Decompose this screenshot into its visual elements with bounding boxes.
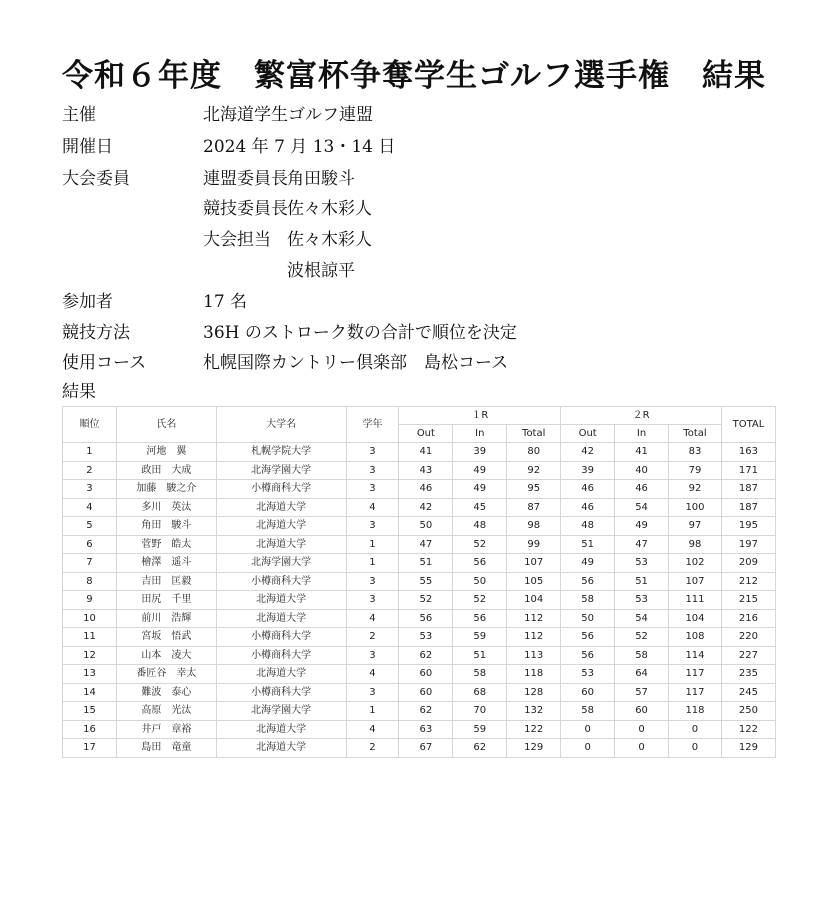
r2-in-cell: 0 — [615, 720, 669, 739]
results-body — [63, 443, 776, 758]
r2-in-cell: 64 — [615, 665, 669, 684]
table-row — [63, 498, 776, 517]
r1-out-cell: 55 — [399, 572, 453, 591]
grand-total-cell: 122 — [721, 720, 775, 739]
date-label: 開催日 — [62, 137, 113, 157]
rank-cell: 15 — [63, 702, 117, 721]
table-row — [63, 609, 776, 628]
r2-out-cell: 49 — [561, 554, 615, 573]
r1-total-cell: 112 — [507, 609, 561, 628]
r2-in-cell: 49 — [615, 517, 669, 536]
r2-out-cell: 56 — [561, 628, 615, 647]
r1-in-cell: 70 — [453, 702, 507, 721]
page-title: 令和６年度 繁富杯争奪学生ゴルフ選手権 結果 — [62, 58, 766, 94]
grade-cell: 4 — [346, 609, 399, 628]
name-cell: 宮坂 悟武 — [116, 628, 216, 647]
r1-total-cell: 122 — [507, 720, 561, 739]
name-cell: 番匠谷 幸太 — [116, 665, 216, 684]
course-value: 札幌国際カントリー倶楽部 島松コース — [203, 353, 509, 373]
method-label: 競技方法 — [62, 323, 130, 343]
r2-total-cell: 117 — [669, 665, 722, 684]
committee-name: 佐々木彩人 — [287, 199, 372, 219]
r1-in-cell: 56 — [453, 554, 507, 573]
table-row — [63, 628, 776, 647]
rank-cell: 4 — [63, 498, 117, 517]
r2-out-cell: 48 — [561, 517, 615, 536]
name-cell: 加藤 駿之介 — [116, 480, 216, 499]
committee-role: 競技委員長 — [203, 199, 288, 219]
r2-in-cell: 53 — [615, 554, 669, 573]
r1-out-cell: 60 — [399, 665, 453, 684]
r2-out-cell: 53 — [561, 665, 615, 684]
university-cell: 小樽商科大学 — [216, 646, 346, 665]
r2-in-cell: 47 — [615, 535, 669, 554]
rank-cell: 7 — [63, 554, 117, 573]
grand-total-cell: 187 — [721, 480, 775, 499]
name-cell: 高原 光汰 — [116, 702, 216, 721]
r2-total-cell: 114 — [669, 646, 722, 665]
r1-in-cell: 49 — [453, 480, 507, 499]
table-row — [63, 480, 776, 499]
grand-total-cell: 197 — [721, 535, 775, 554]
participants-value: 17 名 — [203, 292, 248, 312]
name-cell: 吉田 匡毅 — [116, 572, 216, 591]
r2-out-cell: 0 — [561, 720, 615, 739]
r2-total-cell: 104 — [669, 609, 722, 628]
grade-header: 学年 — [346, 407, 399, 443]
university-cell: 北海道大学 — [216, 609, 346, 628]
rank-header: 順位 — [63, 407, 117, 443]
organizer-value: 北海道学生ゴルフ連盟 — [203, 105, 373, 125]
name-cell: 難波 泰心 — [116, 683, 216, 702]
r1-out-cell: 42 — [399, 498, 453, 517]
grand-total-cell: 216 — [721, 609, 775, 628]
university-cell: 北海道大学 — [216, 665, 346, 684]
university-cell: 小樽商科大学 — [216, 572, 346, 591]
grade-cell: 3 — [346, 443, 399, 462]
r2-in-cell: 41 — [615, 443, 669, 462]
r2-in-cell: 54 — [615, 498, 669, 517]
r2-total-cell: 92 — [669, 480, 722, 499]
table-row — [63, 461, 776, 480]
r1-total-cell: 107 — [507, 554, 561, 573]
grade-cell: 3 — [346, 646, 399, 665]
r2-total-cell: 97 — [669, 517, 722, 536]
results-table — [62, 406, 776, 758]
r2-out-cell: 56 — [561, 646, 615, 665]
table-row — [63, 517, 776, 536]
r1-out-cell: 52 — [399, 591, 453, 610]
r2-total-cell: 83 — [669, 443, 722, 462]
r1-in-cell: 58 — [453, 665, 507, 684]
r1-total-cell: 87 — [507, 498, 561, 517]
rank-cell: 16 — [63, 720, 117, 739]
name-cell: 田尻 千里 — [116, 591, 216, 610]
university-cell: 北海道大学 — [216, 498, 346, 517]
university-cell: 札幌学院大学 — [216, 443, 346, 462]
r1-in-cell: 59 — [453, 628, 507, 647]
r1-out-cell: 51 — [399, 554, 453, 573]
r1-total-cell: 113 — [507, 646, 561, 665]
grand-total-cell: 220 — [721, 628, 775, 647]
r1-in-cell: 52 — [453, 591, 507, 610]
r2-total-cell: 0 — [669, 720, 722, 739]
r1-out-cell: 56 — [399, 609, 453, 628]
r2-out-header: Out — [561, 425, 615, 443]
r2-total-cell: 118 — [669, 702, 722, 721]
r2-total-cell: 0 — [669, 739, 722, 758]
grade-cell: 3 — [346, 480, 399, 499]
r1-total-cell: 128 — [507, 683, 561, 702]
r1-out-cell: 63 — [399, 720, 453, 739]
r2-in-header: In — [615, 425, 669, 443]
r1-out-cell: 50 — [399, 517, 453, 536]
committee-role: 連盟委員長 — [203, 169, 288, 189]
rank-cell: 9 — [63, 591, 117, 610]
r1-total-header: Total — [507, 425, 561, 443]
name-cell: 島田 竜童 — [116, 739, 216, 758]
committee-name: 波根諒平 — [287, 261, 355, 281]
grade-cell: 4 — [346, 720, 399, 739]
grade-cell: 3 — [346, 517, 399, 536]
university-cell: 北海道大学 — [216, 535, 346, 554]
r1-in-cell: 45 — [453, 498, 507, 517]
r2-in-cell: 52 — [615, 628, 669, 647]
grand-total-header: TOTAL — [721, 407, 775, 443]
table-row — [63, 683, 776, 702]
r2-in-cell: 46 — [615, 480, 669, 499]
name-cell: 檜澤 遥斗 — [116, 554, 216, 573]
university-cell: 北海道大学 — [216, 720, 346, 739]
rank-cell: 1 — [63, 443, 117, 462]
r1-in-cell: 49 — [453, 461, 507, 480]
table-row — [63, 702, 776, 721]
r2-out-cell: 58 — [561, 702, 615, 721]
grade-cell: 4 — [346, 498, 399, 517]
r2-in-cell: 53 — [615, 591, 669, 610]
r1-out-cell: 43 — [399, 461, 453, 480]
r2-out-cell: 46 — [561, 480, 615, 499]
method-value: 36H のストローク数の合計で順位を決定 — [203, 323, 517, 343]
name-cell: 多川 英汰 — [116, 498, 216, 517]
grand-total-cell: 163 — [721, 443, 775, 462]
grand-total-cell: 171 — [721, 461, 775, 480]
r1-total-cell: 80 — [507, 443, 561, 462]
rank-cell: 6 — [63, 535, 117, 554]
r2-out-cell: 56 — [561, 572, 615, 591]
results-label: 結果 — [62, 382, 96, 402]
grand-total-cell: 187 — [721, 498, 775, 517]
r1-total-cell: 104 — [507, 591, 561, 610]
name-cell: 角田 駿斗 — [116, 517, 216, 536]
name-cell: 河地 翼 — [116, 443, 216, 462]
r1-out-cell: 53 — [399, 628, 453, 647]
committee-role: 大会担当 — [203, 230, 271, 250]
rank-cell: 14 — [63, 683, 117, 702]
university-cell: 小樽商科大学 — [216, 628, 346, 647]
table-row — [63, 443, 776, 462]
r1-out-cell: 67 — [399, 739, 453, 758]
university-cell: 北海学園大学 — [216, 554, 346, 573]
r2-out-cell: 50 — [561, 609, 615, 628]
r2-out-cell: 51 — [561, 535, 615, 554]
university-cell: 小樽商科大学 — [216, 480, 346, 499]
r2-total-cell: 79 — [669, 461, 722, 480]
name-header: 氏名 — [116, 407, 216, 443]
rank-cell: 5 — [63, 517, 117, 536]
r1-in-cell: 62 — [453, 739, 507, 758]
university-cell: 北海道大学 — [216, 591, 346, 610]
r1-in-cell: 52 — [453, 535, 507, 554]
table-row — [63, 591, 776, 610]
r1-in-cell: 48 — [453, 517, 507, 536]
r2-out-cell: 58 — [561, 591, 615, 610]
r2-out-cell: 60 — [561, 683, 615, 702]
university-header: 大学名 — [216, 407, 346, 443]
university-cell: 北海学園大学 — [216, 461, 346, 480]
r1-in-cell: 56 — [453, 609, 507, 628]
r1-total-cell: 105 — [507, 572, 561, 591]
r2-in-cell: 57 — [615, 683, 669, 702]
course-label: 使用コース — [62, 353, 147, 373]
rank-cell: 3 — [63, 480, 117, 499]
table-header-row — [63, 407, 776, 425]
grand-total-cell: 129 — [721, 739, 775, 758]
name-cell: 井戸 章裕 — [116, 720, 216, 739]
organizer-label: 主催 — [62, 105, 96, 125]
r2-total-cell: 102 — [669, 554, 722, 573]
r2-total-cell: 108 — [669, 628, 722, 647]
r2-out-cell: 46 — [561, 498, 615, 517]
table-row — [63, 665, 776, 684]
r2-total-header: Total — [669, 425, 722, 443]
name-cell: 山本 凌大 — [116, 646, 216, 665]
name-cell: 前川 浩輝 — [116, 609, 216, 628]
rank-cell: 10 — [63, 609, 117, 628]
r2-out-cell: 0 — [561, 739, 615, 758]
grade-cell: 4 — [346, 665, 399, 684]
r1-total-cell: 129 — [507, 739, 561, 758]
r1-in-cell: 39 — [453, 443, 507, 462]
r1-in-header: In — [453, 425, 507, 443]
r1-total-cell: 98 — [507, 517, 561, 536]
r2-total-cell: 107 — [669, 572, 722, 591]
university-cell: 北海道大学 — [216, 739, 346, 758]
r1-total-cell: 112 — [507, 628, 561, 647]
grade-cell: 3 — [346, 461, 399, 480]
r1-out-cell: 62 — [399, 702, 453, 721]
university-cell: 小樽商科大学 — [216, 683, 346, 702]
rank-cell: 13 — [63, 665, 117, 684]
r2-in-cell: 60 — [615, 702, 669, 721]
r2-total-cell: 111 — [669, 591, 722, 610]
name-cell: 政田 大成 — [116, 461, 216, 480]
r1-in-cell: 50 — [453, 572, 507, 591]
grand-total-cell: 195 — [721, 517, 775, 536]
grade-cell: 1 — [346, 535, 399, 554]
grade-cell: 1 — [346, 702, 399, 721]
committee-label: 大会委員 — [62, 169, 130, 189]
rank-cell: 11 — [63, 628, 117, 647]
table-row — [63, 720, 776, 739]
r1-total-cell: 95 — [507, 480, 561, 499]
table-row — [63, 739, 776, 758]
rank-cell: 2 — [63, 461, 117, 480]
table-row — [63, 572, 776, 591]
table-row — [63, 554, 776, 573]
grade-cell: 3 — [346, 683, 399, 702]
committee-name: 佐々木彩人 — [287, 230, 372, 250]
date-value: 2024 年 7 月 13・14 日 — [203, 137, 396, 157]
r2-total-cell: 98 — [669, 535, 722, 554]
r1-total-cell: 92 — [507, 461, 561, 480]
grade-cell: 2 — [346, 739, 399, 758]
participants-label: 参加者 — [62, 292, 113, 312]
grade-cell: 1 — [346, 554, 399, 573]
r2-in-cell: 40 — [615, 461, 669, 480]
grand-total-cell: 209 — [721, 554, 775, 573]
r2-total-cell: 117 — [669, 683, 722, 702]
table-row — [63, 646, 776, 665]
grand-total-cell: 245 — [721, 683, 775, 702]
r1-out-cell: 46 — [399, 480, 453, 499]
round1-header: １R — [399, 407, 561, 425]
r1-out-cell: 60 — [399, 683, 453, 702]
r2-in-cell: 54 — [615, 609, 669, 628]
grand-total-cell: 227 — [721, 646, 775, 665]
r1-out-header: Out — [399, 425, 453, 443]
table-row — [63, 535, 776, 554]
name-cell: 菅野 皓太 — [116, 535, 216, 554]
grade-cell: 3 — [346, 591, 399, 610]
university-cell: 北海学園大学 — [216, 702, 346, 721]
rank-cell: 12 — [63, 646, 117, 665]
r2-out-cell: 39 — [561, 461, 615, 480]
grade-cell: 2 — [346, 628, 399, 647]
r2-in-cell: 0 — [615, 739, 669, 758]
rank-cell: 17 — [63, 739, 117, 758]
r1-in-cell: 68 — [453, 683, 507, 702]
grand-total-cell: 215 — [721, 591, 775, 610]
r2-out-cell: 42 — [561, 443, 615, 462]
grade-cell: 3 — [346, 572, 399, 591]
r2-in-cell: 58 — [615, 646, 669, 665]
rank-cell: 8 — [63, 572, 117, 591]
grand-total-cell: 250 — [721, 702, 775, 721]
r1-total-cell: 99 — [507, 535, 561, 554]
r1-in-cell: 59 — [453, 720, 507, 739]
r2-total-cell: 100 — [669, 498, 722, 517]
r1-total-cell: 118 — [507, 665, 561, 684]
r1-out-cell: 47 — [399, 535, 453, 554]
r1-out-cell: 41 — [399, 443, 453, 462]
round2-header: ２R — [561, 407, 722, 425]
grand-total-cell: 235 — [721, 665, 775, 684]
committee-name: 角田駿斗 — [287, 169, 355, 189]
grand-total-cell: 212 — [721, 572, 775, 591]
r1-out-cell: 62 — [399, 646, 453, 665]
r1-in-cell: 51 — [453, 646, 507, 665]
university-cell: 北海道大学 — [216, 517, 346, 536]
r2-in-cell: 51 — [615, 572, 669, 591]
r1-total-cell: 132 — [507, 702, 561, 721]
